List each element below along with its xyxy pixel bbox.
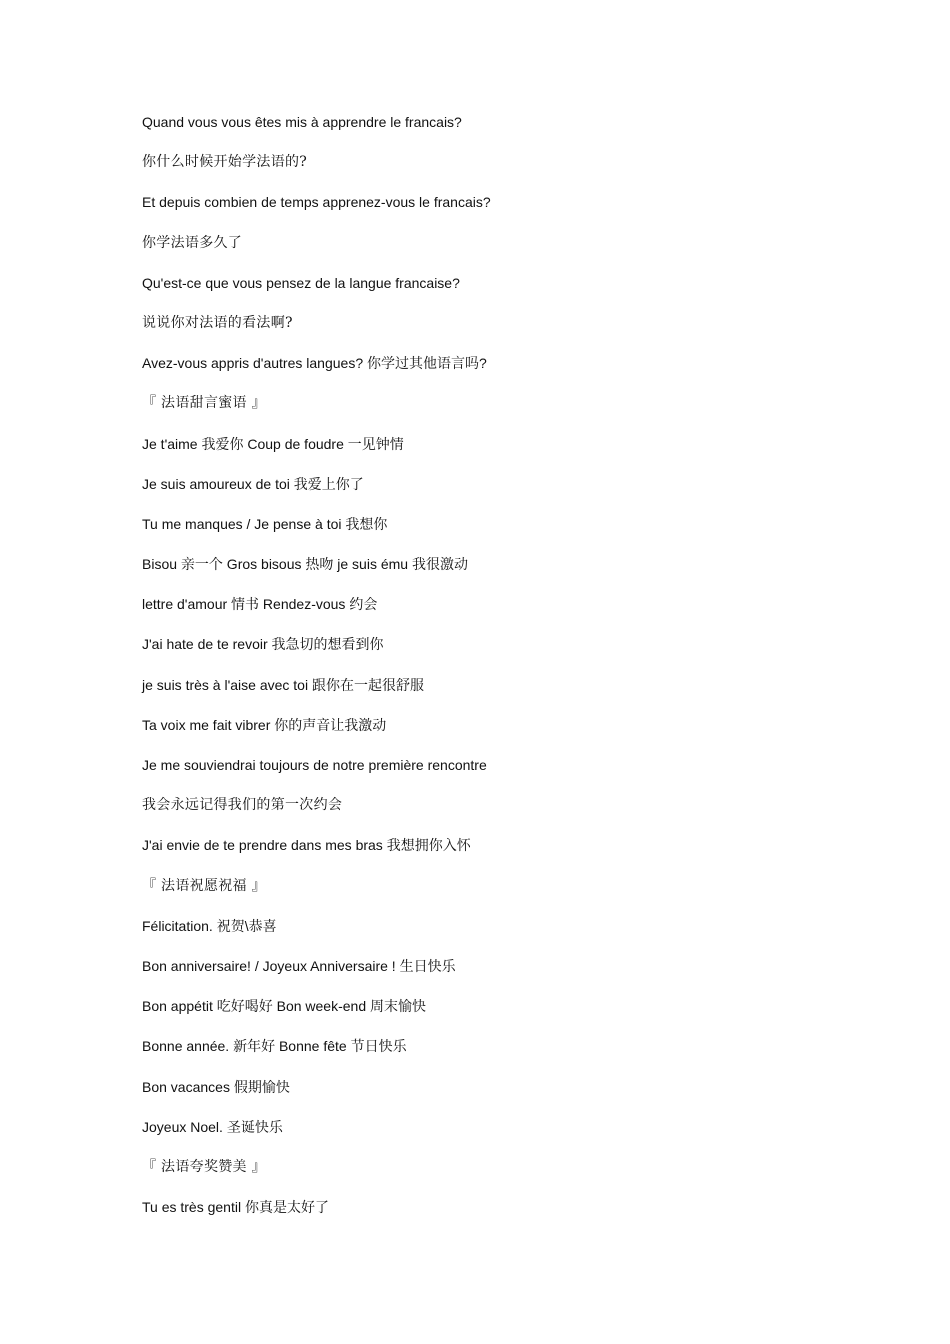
- text-line: Et depuis combien de temps apprenez-vous le francais?: [142, 194, 491, 211]
- text-line: 你学法语多久了: [142, 234, 243, 251]
- text-line: J'ai hate de te revoir 我急切的想看到你: [142, 636, 384, 653]
- text-line: 你什么时候开始学法语的?: [142, 154, 308, 171]
- text-line: Bon anniversaire! / Joyeux Anniversaire ! 生日快乐: [142, 957, 456, 974]
- text-line: Bon vacances 假期愉快: [142, 1078, 290, 1095]
- text-line: Qu'est-ce que vous pensez de la langue francaise?: [142, 274, 460, 291]
- text-line: Quand vous vous êtes mis à apprendre le francais?: [142, 114, 462, 130]
- text-line: 说说你对法语的看法啊?: [142, 314, 293, 331]
- text-line: lettre d'amour 情书 Rendez-vous 约会: [142, 596, 378, 613]
- text-line: Avez-vous appris d'autres langues? 你学过其他语言吗?: [142, 355, 487, 372]
- text-line: je suis très à l'aise avec toi 跟你在一起很舒服: [142, 676, 424, 693]
- text-line: Tu es très gentil 你真是太好了: [142, 1199, 329, 1216]
- document-body: [142, 110, 902, 1235]
- text-line: Je t'aime 我爱你 Coup de foudre 一见钟情: [142, 435, 404, 452]
- text-line: J'ai envie de te prendre dans mes bras 我想拥你入怀: [142, 837, 471, 854]
- text-line: Je suis amoureux de toi 我爱上你了: [142, 475, 364, 492]
- text-line: Bon appétit 吃好喝好 Bon week-end 周末愉快: [142, 998, 427, 1015]
- text-line: Je me souviendrai toujours de notre première rencontre: [142, 757, 487, 773]
- section-heading: 『 法语祝愿祝福 』: [142, 877, 266, 894]
- text-line: Félicitation. 祝贺\恭喜: [142, 917, 277, 934]
- text-line: Bonne année. 新年好 Bonne fête 节日快乐: [142, 1038, 407, 1055]
- text-line: Joyeux Noel. 圣诞快乐: [142, 1118, 283, 1135]
- section-heading: 『 法语甜言蜜语 』: [142, 395, 266, 412]
- text-line: Bisou 亲一个 Gros bisous 热吻 je suis ému 我很激动: [142, 556, 468, 573]
- text-line: Ta voix me fait vibrer 你的声音让我激动: [142, 716, 387, 733]
- section-heading: 『 法语夸奖赞美 』: [142, 1158, 266, 1175]
- text-line: 我会永远记得我们的第一次约会: [142, 797, 343, 814]
- text-line: Tu me manques / Je pense à toi 我想你: [142, 515, 388, 532]
